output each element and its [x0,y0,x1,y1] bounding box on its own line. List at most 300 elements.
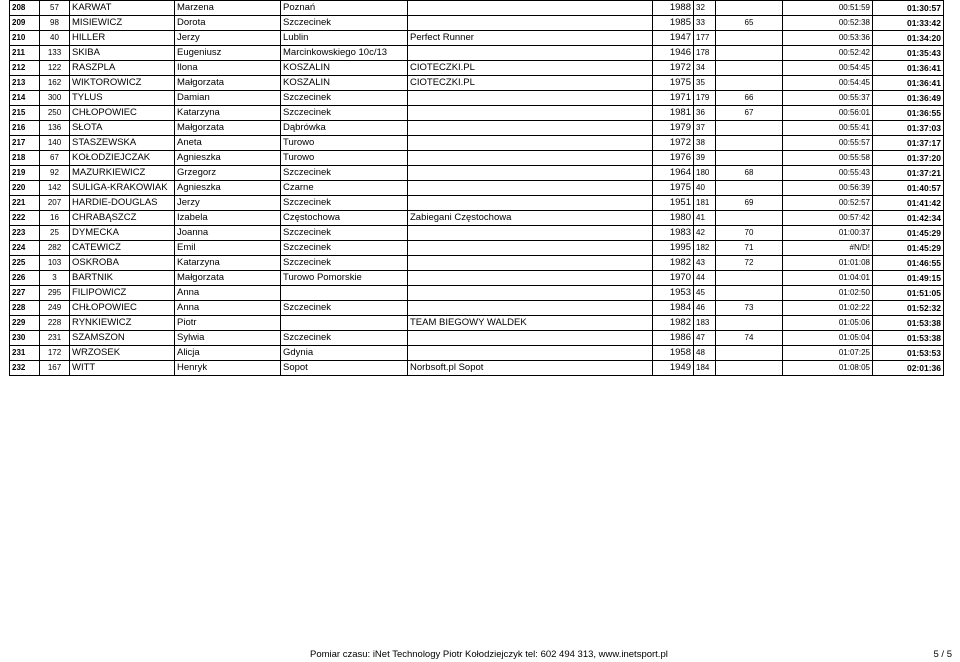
cat-place-cell: 184 [694,361,716,376]
bib-cell: 133 [40,46,70,61]
first-name-cell: Joanna [175,226,281,241]
table-row [10,106,944,121]
bib-cell: 162 [40,76,70,91]
split-time-cell: 00:54:45 [783,76,873,91]
year-cell: 1979 [653,121,694,136]
table-row [10,256,944,271]
col8-cell [716,346,783,361]
split-time-cell: #N/D! [783,241,873,256]
surname-cell: BARTNIK [70,271,175,286]
club-cell [408,181,653,196]
col8-cell [716,76,783,91]
place-cell: 225 [10,256,40,271]
year-cell: 1951 [653,196,694,211]
col8-cell [716,136,783,151]
col8-cell: 74 [716,331,783,346]
surname-cell: WITT [70,361,175,376]
bib-cell: 249 [40,301,70,316]
year-cell: 1946 [653,46,694,61]
table-row [10,16,944,31]
club-cell: CIOTECZKI.PL [408,61,653,76]
city-cell [281,286,408,301]
col8-cell [716,316,783,331]
bib-cell: 103 [40,256,70,271]
bib-cell: 3 [40,271,70,286]
year-cell: 1986 [653,331,694,346]
final-time-cell: 01:41:42 [873,196,944,211]
cat-place-cell: 43 [694,256,716,271]
split-time-cell: 01:01:08 [783,256,873,271]
final-time-cell: 01:33:42 [873,16,944,31]
surname-cell: SULIGA-KRAKOWIAK [70,181,175,196]
surname-cell: STASZEWSKA [70,136,175,151]
cat-place-cell: 32 [694,1,716,16]
club-cell: Norbsoft.pl Sopot [408,361,653,376]
split-time-cell: 01:04:01 [783,271,873,286]
first-name-cell: Katarzyna [175,106,281,121]
place-cell: 226 [10,271,40,286]
cat-place-cell: 177 [694,31,716,46]
col8-cell [716,1,783,16]
results-body [10,1,944,376]
surname-cell: CHŁOPOWIEC [70,301,175,316]
club-cell [408,331,653,346]
table-row [10,61,944,76]
place-cell: 214 [10,91,40,106]
split-time-cell: 00:55:41 [783,121,873,136]
col8-cell: 66 [716,91,783,106]
table-row [10,346,944,361]
city-cell [281,316,408,331]
final-time-cell: 01:53:38 [873,316,944,331]
table-row [10,301,944,316]
bib-cell: 172 [40,346,70,361]
year-cell: 1958 [653,346,694,361]
bib-cell: 295 [40,286,70,301]
col8-cell: 70 [716,226,783,241]
city-cell: Szczecinek [281,241,408,256]
bib-cell: 57 [40,1,70,16]
first-name-cell: Agnieszka [175,181,281,196]
final-time-cell: 01:52:32 [873,301,944,316]
split-time-cell: 00:56:39 [783,181,873,196]
cat-place-cell: 182 [694,241,716,256]
split-time-cell: 01:02:22 [783,301,873,316]
table-row [10,121,944,136]
bib-cell: 16 [40,211,70,226]
col8-cell [716,151,783,166]
club-cell [408,106,653,121]
bib-cell: 142 [40,181,70,196]
surname-cell: CHŁOPOWIEC [70,106,175,121]
first-name-cell: Katarzyna [175,256,281,271]
year-cell: 1975 [653,76,694,91]
cat-place-cell: 180 [694,166,716,181]
final-time-cell: 01:37:20 [873,151,944,166]
final-time-cell: 01:42:34 [873,211,944,226]
col8-cell: 67 [716,106,783,121]
col8-cell [716,181,783,196]
final-time-cell: 02:01:36 [873,361,944,376]
city-cell: Poznań [281,1,408,16]
split-time-cell: 00:57:42 [783,211,873,226]
split-time-cell: 00:55:57 [783,136,873,151]
year-cell: 1995 [653,241,694,256]
bib-cell: 67 [40,151,70,166]
split-time-cell: 01:02:50 [783,286,873,301]
table-row [10,181,944,196]
first-name-cell: Agnieszka [175,151,281,166]
club-cell [408,46,653,61]
col8-cell [716,46,783,61]
city-cell: Szczecinek [281,196,408,211]
club-cell [408,256,653,271]
cat-place-cell: 178 [694,46,716,61]
year-cell: 1975 [653,181,694,196]
city-cell: Szczecinek [281,226,408,241]
cat-place-cell: 39 [694,151,716,166]
table-row [10,91,944,106]
club-cell: CIOTECZKI.PL [408,76,653,91]
cat-place-cell: 40 [694,181,716,196]
split-time-cell: 00:55:37 [783,91,873,106]
surname-cell: DYMECKA [70,226,175,241]
final-time-cell: 01:34:20 [873,31,944,46]
bib-cell: 300 [40,91,70,106]
first-name-cell: Sylwia [175,331,281,346]
place-cell: 230 [10,331,40,346]
col8-cell: 65 [716,16,783,31]
year-cell: 1971 [653,91,694,106]
cat-place-cell: 48 [694,346,716,361]
split-time-cell: 00:52:57 [783,196,873,211]
club-cell [408,226,653,241]
city-cell: Szczecinek [281,106,408,121]
col8-cell [716,286,783,301]
cat-place-cell: 44 [694,271,716,286]
surname-cell: KOŁODZIEJCZAK [70,151,175,166]
bib-cell: 25 [40,226,70,241]
first-name-cell: Aneta [175,136,281,151]
surname-cell: RASZPLA [70,61,175,76]
city-cell: Marcinkowskiego 10c/13 [281,46,408,61]
col8-cell [716,61,783,76]
results-table [9,0,944,376]
split-time-cell: 00:55:58 [783,151,873,166]
table-row [10,271,944,286]
col8-cell: 68 [716,166,783,181]
place-cell: 222 [10,211,40,226]
timing-credit: Pomiar czasu: iNet Technology Piotr Kołodziejczyk tel: 602 494 313, www.inetsport.pl [310,649,668,660]
bib-cell: 167 [40,361,70,376]
split-time-cell: 01:05:06 [783,316,873,331]
table-row [10,286,944,301]
final-time-cell: 01:36:41 [873,76,944,91]
place-cell: 224 [10,241,40,256]
place-cell: 216 [10,121,40,136]
bib-cell: 136 [40,121,70,136]
club-cell [408,301,653,316]
surname-cell: KARWAT [70,1,175,16]
city-cell: Dąbrówka [281,121,408,136]
first-name-cell: Małgorzata [175,76,281,91]
cat-place-cell: 36 [694,106,716,121]
first-name-cell: Piotr [175,316,281,331]
place-cell: 223 [10,226,40,241]
split-time-cell: 00:53:36 [783,31,873,46]
split-time-cell: 00:52:42 [783,46,873,61]
bib-cell: 40 [40,31,70,46]
final-time-cell: 01:51:05 [873,286,944,301]
cat-place-cell: 179 [694,91,716,106]
bib-cell: 122 [40,61,70,76]
club-cell [408,91,653,106]
split-time-cell: 01:08:05 [783,361,873,376]
place-cell: 210 [10,31,40,46]
place-cell: 232 [10,361,40,376]
year-cell: 1982 [653,316,694,331]
col8-cell: 69 [716,196,783,211]
first-name-cell: Jerzy [175,196,281,211]
city-cell: Turowo Pomorskie [281,271,408,286]
final-time-cell: 01:37:21 [873,166,944,181]
place-cell: 231 [10,346,40,361]
place-cell: 220 [10,181,40,196]
first-name-cell: Jerzy [175,31,281,46]
bib-cell: 207 [40,196,70,211]
cat-place-cell: 45 [694,286,716,301]
place-cell: 217 [10,136,40,151]
col8-cell: 72 [716,256,783,271]
place-cell: 212 [10,61,40,76]
surname-cell: FILIPOWICZ [70,286,175,301]
surname-cell: CHRABĄSZCZ [70,211,175,226]
first-name-cell: Izabela [175,211,281,226]
surname-cell: MISIEWICZ [70,16,175,31]
surname-cell: HARDIE-DOUGLAS [70,196,175,211]
split-time-cell: 00:56:01 [783,106,873,121]
table-row [10,241,944,256]
final-time-cell: 01:45:29 [873,226,944,241]
bib-cell: 282 [40,241,70,256]
club-cell [408,136,653,151]
bib-cell: 140 [40,136,70,151]
city-cell: Szczecinek [281,16,408,31]
club-cell [408,166,653,181]
place-cell: 218 [10,151,40,166]
split-time-cell: 00:55:43 [783,166,873,181]
final-time-cell: 01:53:38 [873,331,944,346]
city-cell: Szczecinek [281,91,408,106]
cat-place-cell: 38 [694,136,716,151]
table-row [10,361,944,376]
city-cell: Szczecinek [281,331,408,346]
col8-cell [716,211,783,226]
club-cell [408,241,653,256]
year-cell: 1972 [653,61,694,76]
col8-cell [716,271,783,286]
cat-place-cell: 33 [694,16,716,31]
club-cell: Zabiegani Częstochowa [408,211,653,226]
first-name-cell: Małgorzata [175,271,281,286]
place-cell: 213 [10,76,40,91]
club-cell [408,1,653,16]
col8-cell: 71 [716,241,783,256]
table-row [10,46,944,61]
table-row [10,151,944,166]
final-time-cell: 01:30:57 [873,1,944,16]
year-cell: 1976 [653,151,694,166]
first-name-cell: Dorota [175,16,281,31]
final-time-cell: 01:36:41 [873,61,944,76]
year-cell: 1984 [653,301,694,316]
year-cell: 1953 [653,286,694,301]
first-name-cell: Anna [175,301,281,316]
final-time-cell: 01:53:53 [873,346,944,361]
place-cell: 211 [10,46,40,61]
table-row [10,211,944,226]
final-time-cell: 01:46:55 [873,256,944,271]
cat-place-cell: 35 [694,76,716,91]
place-cell: 221 [10,196,40,211]
table-row [10,76,944,91]
cat-place-cell: 42 [694,226,716,241]
place-cell: 229 [10,316,40,331]
split-time-cell: 00:54:45 [783,61,873,76]
col8-cell [716,361,783,376]
split-time-cell: 01:07:25 [783,346,873,361]
col8-cell: 73 [716,301,783,316]
year-cell: 1983 [653,226,694,241]
table-row [10,226,944,241]
surname-cell: WRZOSEK [70,346,175,361]
place-cell: 215 [10,106,40,121]
split-time-cell: 01:00:37 [783,226,873,241]
city-cell: Turowo [281,136,408,151]
page-footer [0,648,960,662]
final-time-cell: 01:36:49 [873,91,944,106]
surname-cell: OSKROBA [70,256,175,271]
cat-place-cell: 34 [694,61,716,76]
club-cell [408,151,653,166]
place-cell: 209 [10,16,40,31]
city-cell: Lublin [281,31,408,46]
first-name-cell: Emil [175,241,281,256]
club-cell: Perfect Runner [408,31,653,46]
city-cell: KOSZALIN [281,76,408,91]
table-row [10,136,944,151]
cat-place-cell: 47 [694,331,716,346]
first-name-cell: Grzegorz [175,166,281,181]
final-time-cell: 01:37:17 [873,136,944,151]
first-name-cell: Marzena [175,1,281,16]
club-cell: TEAM BIEGOWY WALDEK [408,316,653,331]
first-name-cell: Henryk [175,361,281,376]
place-cell: 228 [10,301,40,316]
bib-cell: 250 [40,106,70,121]
city-cell: Gdynia [281,346,408,361]
cat-place-cell: 37 [694,121,716,136]
cat-place-cell: 46 [694,301,716,316]
club-cell [408,16,653,31]
surname-cell: MAZURKIEWICZ [70,166,175,181]
bib-cell: 92 [40,166,70,181]
split-time-cell: 01:05:04 [783,331,873,346]
club-cell [408,121,653,136]
surname-cell: SZAMSZON [70,331,175,346]
surname-cell: CATEWICZ [70,241,175,256]
bib-cell: 228 [40,316,70,331]
club-cell [408,196,653,211]
col8-cell [716,121,783,136]
place-cell: 219 [10,166,40,181]
city-cell: Czarne [281,181,408,196]
first-name-cell: Anna [175,286,281,301]
table-row [10,196,944,211]
city-cell: KOSZALIN [281,61,408,76]
surname-cell: HILLER [70,31,175,46]
first-name-cell: Eugeniusz [175,46,281,61]
city-cell: Turowo [281,151,408,166]
city-cell: Szczecinek [281,301,408,316]
year-cell: 1981 [653,106,694,121]
surname-cell: TYLUS [70,91,175,106]
bib-cell: 231 [40,331,70,346]
surname-cell: SŁOTA [70,121,175,136]
final-time-cell: 01:36:55 [873,106,944,121]
club-cell [408,286,653,301]
final-time-cell: 01:45:29 [873,241,944,256]
city-cell: Szczecinek [281,256,408,271]
final-time-cell: 01:40:57 [873,181,944,196]
year-cell: 1972 [653,136,694,151]
first-name-cell: Małgorzata [175,121,281,136]
year-cell: 1964 [653,166,694,181]
final-time-cell: 01:37:03 [873,121,944,136]
club-cell [408,346,653,361]
city-cell: Sopot [281,361,408,376]
surname-cell: RYNKIEWICZ [70,316,175,331]
city-cell: Szczecinek [281,166,408,181]
year-cell: 1988 [653,1,694,16]
table-row [10,31,944,46]
place-cell: 208 [10,1,40,16]
table-row [10,166,944,181]
year-cell: 1947 [653,31,694,46]
cat-place-cell: 183 [694,316,716,331]
table-row [10,316,944,331]
surname-cell: WIKTOROWICZ [70,76,175,91]
city-cell: Częstochowa [281,211,408,226]
first-name-cell: Alicja [175,346,281,361]
split-time-cell: 00:52:38 [783,16,873,31]
first-name-cell: Damian [175,91,281,106]
page-number: 5 / 5 [933,649,952,660]
surname-cell: SKIBA [70,46,175,61]
year-cell: 1982 [653,256,694,271]
year-cell: 1985 [653,16,694,31]
final-time-cell: 01:49:15 [873,271,944,286]
year-cell: 1949 [653,361,694,376]
year-cell: 1980 [653,211,694,226]
table-row [10,331,944,346]
table-row [10,1,944,16]
cat-place-cell: 41 [694,211,716,226]
club-cell [408,271,653,286]
col8-cell [716,31,783,46]
place-cell: 227 [10,286,40,301]
year-cell: 1970 [653,271,694,286]
